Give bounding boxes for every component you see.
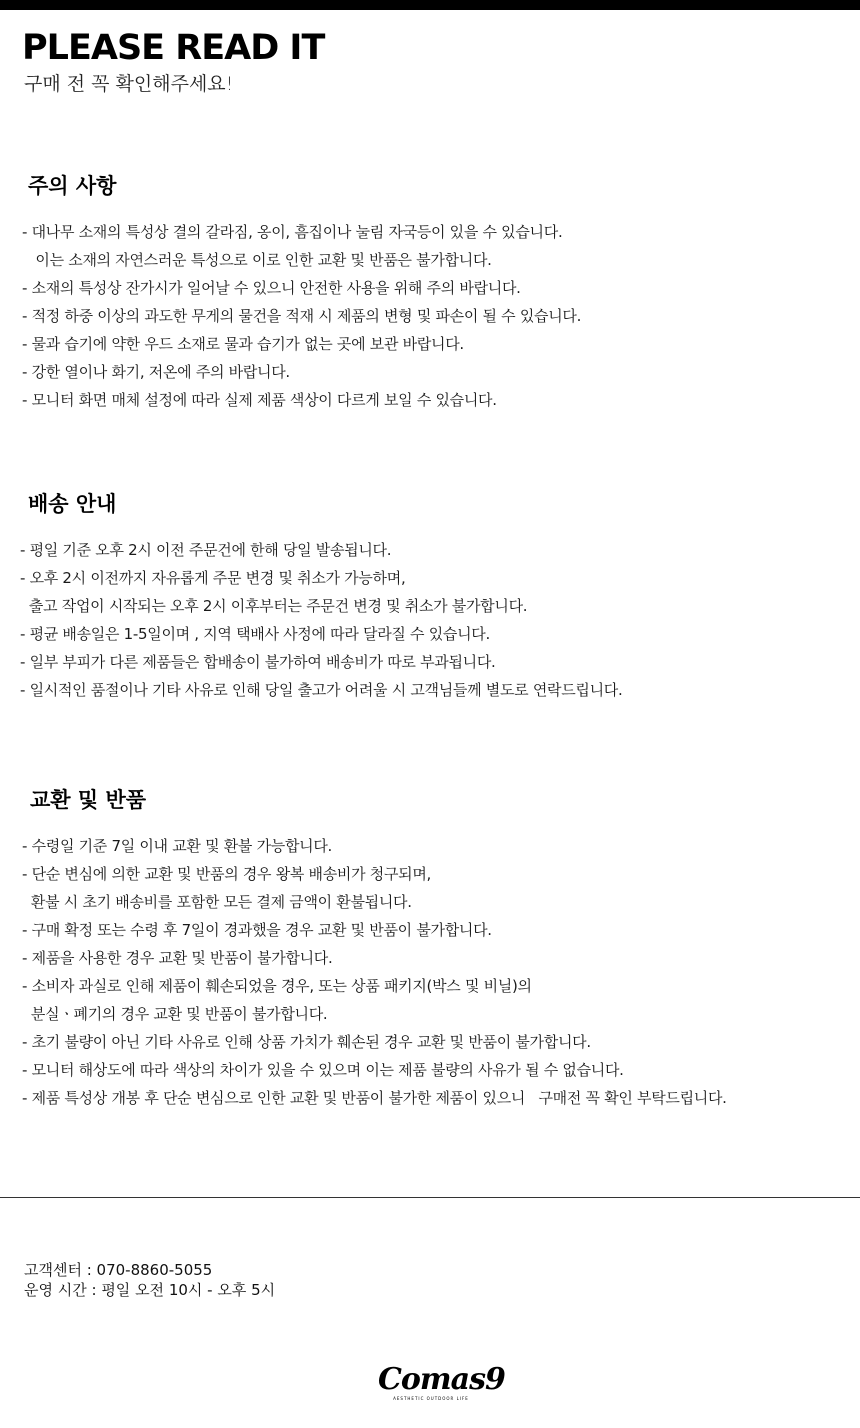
list-item: - 오후 2시 이전까지 자유롭게 주문 변경 및 취소가 가능하며, [20, 569, 406, 587]
list-item: 출고 작업이 시작되는 오후 2시 이후부터는 주문건 변경 및 취소가 불가합니다. [20, 597, 528, 615]
shipping-list [20, 536, 860, 704]
page-subtitle: 구매 전 꼭 확인해주세요! [24, 73, 234, 95]
footer-divider [0, 1197, 860, 1198]
list-item: - 수령일 기준 7일 이내 교환 및 환불 가능합니다. [22, 837, 332, 855]
list-item: 환불 시 초기 배송비를 포함한 모든 결제 금액이 환불됩니다. [22, 893, 412, 911]
section-caution [0, 172, 860, 414]
list-item: - 단순 변심에 의한 교환 및 반품의 경우 왕복 배송비가 청구되며, [22, 865, 432, 883]
list-item: - 소재의 특성상 잔가시가 일어날 수 있으니 안전한 사용을 위해 주의 바랍니다. [22, 279, 521, 297]
operating-hours: 운영 시간 : 평일 오전 10시 - 오후 5시 [24, 1281, 276, 1299]
list-item: - 제품 특성상 개봉 후 단순 변심으로 인한 교환 및 반품이 불가한 제품이 있으니 구매전 꼭 확인 부탁드립니다. [22, 1089, 727, 1107]
list-item: - 모니터 화면 매체 설정에 따라 실제 제품 색상이 다르게 보일 수 있습니다. [22, 391, 497, 409]
list-item: - 평균 배송일은 1-5일이며 , 지역 택배사 사정에 따라 달라질 수 있습니다. [20, 625, 490, 643]
list-item: 분실ㆍ폐기의 경우 교환 및 반품이 불가합니다. [22, 1005, 328, 1023]
list-item: - 초기 불량이 아닌 기타 사유로 인해 상품 가치가 훼손된 경우 교환 및 반품이 불가합니다. [22, 1033, 591, 1051]
top-bar [0, 0, 860, 10]
section-shipping [0, 490, 860, 704]
list-item: - 물과 습기에 약한 우드 소재로 물과 습기가 없는 곳에 보관 바랍니다. [22, 335, 464, 353]
section-title: 배송 안내 [28, 492, 117, 516]
list-item: - 평일 기준 오후 2시 이전 주문건에 한해 당일 발송됩니다. [20, 541, 392, 559]
list-item: - 소비자 과실로 인해 제품이 훼손되었을 경우, 또는 상품 패키지(박스 및 비닐)의 [22, 977, 532, 995]
logo-wordmark: Comas9 [378, 1362, 505, 1397]
list-item: - 구매 확정 또는 수령 후 7일이 경과했을 경우 교환 및 반품이 불가합니다. [22, 921, 492, 939]
section-title: 주의 사항 [28, 174, 117, 198]
section-title: 교환 및 반품 [30, 788, 147, 812]
list-item: - 일부 부피가 다른 제품들은 합배송이 불가하여 배송비가 따로 부과됩니다. [20, 653, 496, 671]
exchange-list [22, 832, 860, 1112]
list-item: - 강한 열이나 화기, 저온에 주의 바랍니다. [22, 363, 290, 381]
list-item: - 대나무 소재의 특성상 결의 갈라짐, 옹이, 흠집이나 눌림 자국등이 있을 수 있습니다. [22, 223, 563, 241]
contact-info [24, 1260, 275, 1300]
logo-tagline: AESTHETIC OUTDOOR LIFE [393, 1396, 469, 1401]
brand-logo [378, 1362, 505, 1402]
list-item: 이는 소재의 자연스러운 특성으로 이로 인한 교환 및 반품은 불가합니다. [22, 251, 492, 269]
list-item: - 일시적인 품절이나 기타 사유로 인해 당일 출고가 어려울 시 고객님들께 별도로 연락드립니다. [20, 681, 623, 699]
list-item: - 모니터 해상도에 따라 색상의 차이가 있을 수 있으며 이는 제품 불량의 사유가 될 수 없습니다. [22, 1061, 624, 1079]
list-item: - 제품을 사용한 경우 교환 및 반품이 불가합니다. [22, 949, 333, 967]
page-title: PLEASE READ IT [22, 28, 325, 68]
caution-list [22, 218, 860, 414]
list-item: - 적정 하중 이상의 과도한 무게의 물건을 적재 시 제품의 변형 및 파손이 될 수 있습니다. [22, 307, 582, 325]
customer-center-phone: 고객센터 : 070-8860-5055 [24, 1261, 213, 1279]
section-exchange-return [0, 786, 860, 1112]
